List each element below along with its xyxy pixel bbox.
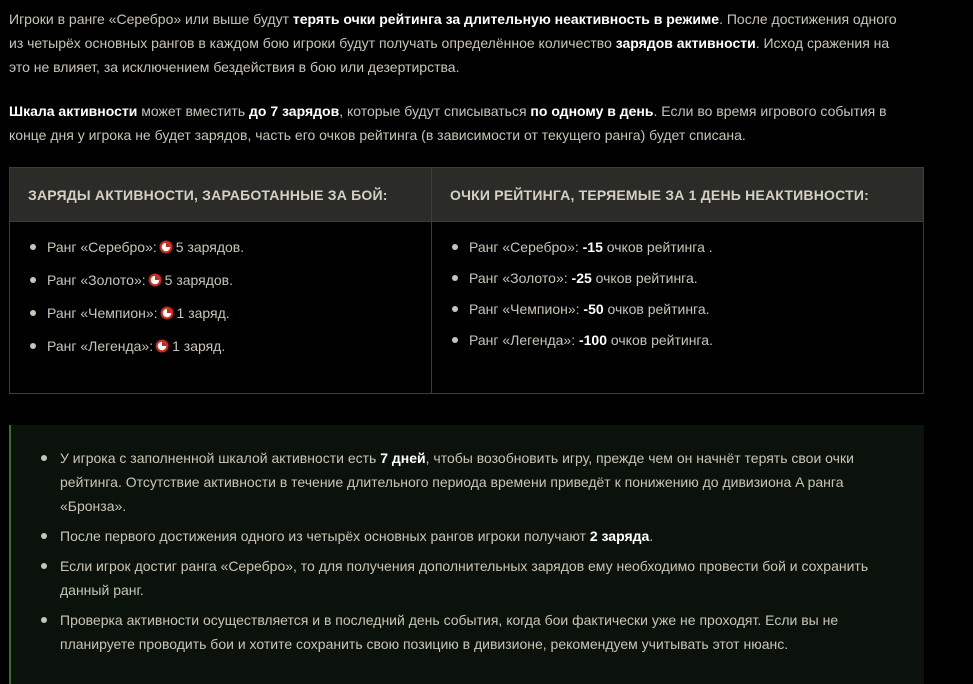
charges-cell: [10, 222, 432, 393]
text: Проверка активности осуществляется и в последний день события, когда бои фактически уже не проходят. Если вы не планируете проводить бои и хотите сохранить свою позицию в дивизионе, рекомендуем учитывать этот нюанс.: [60, 612, 839, 652]
charge-icon: [155, 339, 169, 353]
list-item: [452, 300, 923, 318]
loss-amount: -15: [582, 239, 603, 255]
list-item: [30, 304, 431, 322]
bold-text: по одному в день: [530, 103, 654, 119]
charge-value: 5 зарядов.: [175, 239, 245, 255]
text: У игрока с заполненной шкалой активности есть: [60, 450, 381, 466]
list-item: [452, 269, 923, 287]
header-rating-loss: ОЧКИ РЕЙТИНГА, ТЕРЯЕМЫЕ ЗА 1 ДЕНЬ НЕАКТИВНОСТИ:: [450, 186, 869, 203]
charge-value: 1 заряд.: [176, 305, 230, 321]
loss-suffix: очков рейтинга.: [603, 301, 710, 317]
rank-label: Ранг «Легенда»:: [47, 338, 154, 354]
notes-list: [11, 446, 924, 656]
text: Игроки в ранге «Серебро» или выше будут: [9, 11, 293, 27]
text: . Исход сражения на это не влияет, за исключением бездействия в бою или дезертирства.: [9, 35, 890, 75]
text: , которые будут списываться: [339, 103, 531, 119]
loss-suffix: очков рейтинга .: [602, 239, 713, 255]
rank-label: Ранг «Легенда»:: [469, 332, 579, 348]
charge-icon: [160, 306, 174, 320]
text: .: [649, 528, 654, 544]
rank-label: Ранг «Чемпион»:: [469, 301, 584, 317]
text: . После достижения одного из четырёх основных рангов в каждом бою игроки будут получать определённое количество: [9, 11, 897, 51]
bold-text: до 7 зарядов: [249, 103, 340, 119]
charges-list: [10, 238, 431, 355]
list-item: [30, 337, 431, 355]
charge-value: 1 заряд.: [172, 338, 226, 354]
list-item: [41, 524, 900, 548]
intro-paragraph-1: [9, 7, 909, 79]
loss-amount: -25: [571, 270, 592, 286]
list-item: [30, 238, 431, 256]
loss-suffix: очков рейтинга.: [607, 332, 713, 348]
list-item: [452, 238, 923, 256]
rank-label: Ранг «Золото»:: [47, 272, 146, 288]
list-item: [41, 446, 900, 518]
rank-label: Ранг «Чемпион»:: [47, 305, 158, 321]
intro-paragraph-2: [9, 99, 909, 147]
loss-amount: -50: [583, 301, 604, 317]
rank-label: Ранг «Серебро»:: [47, 239, 157, 255]
text: Если игрок достиг ранга «Серебро», то для получения дополнительных зарядов ему необходимо провести бой и сохранить данный ранг.: [60, 558, 869, 598]
rank-label: Ранг «Золото»:: [469, 270, 572, 286]
text: , чтобы возобновить игру, прежде чем он начнёт терять свои очки рейтинга. Отсутствие активности в течение длительного периода времени приведёт к понижению до дивизиона A ранга «Бронза».: [60, 450, 854, 514]
text: может вместить: [137, 103, 250, 119]
table-header: [10, 168, 923, 222]
loss-suffix: очков рейтинга.: [591, 270, 698, 286]
activity-table: [9, 167, 924, 394]
charge-icon: [159, 240, 173, 254]
rating-loss-list: [432, 238, 923, 349]
bold-text: 2 заряда: [589, 528, 650, 544]
rank-label: Ранг «Серебро»:: [469, 239, 583, 255]
list-item: [41, 554, 900, 602]
rating-loss-cell: [432, 222, 923, 393]
bold-text: зарядов активности: [615, 35, 756, 51]
list-item: [41, 608, 900, 656]
notes-block: [9, 425, 924, 684]
bold-text: терять очки рейтинга за длительную неактивность в режиме: [292, 11, 720, 27]
bold-text: Шкала активности: [9, 103, 138, 119]
bold-text: 7 дней: [380, 450, 426, 466]
text: После первого достижения одного из четырёх основных рангов игроки получают: [60, 528, 590, 544]
list-item: [452, 331, 923, 349]
loss-amount: -100: [578, 332, 608, 348]
charge-icon: [148, 273, 162, 287]
list-item: [30, 271, 431, 289]
charge-value: 5 зарядов.: [164, 272, 234, 288]
header-charges: ЗАРЯДЫ АКТИВНОСТИ, ЗАРАБОТАННЫЕ ЗА БОЙ:: [10, 168, 432, 221]
text: . Если во время игрового события в конце дня у игрока не будет зарядов, часть его очков рейтинга (в зависимости от текущего ранга) будет списана.: [9, 103, 887, 143]
table-body: [10, 222, 923, 393]
